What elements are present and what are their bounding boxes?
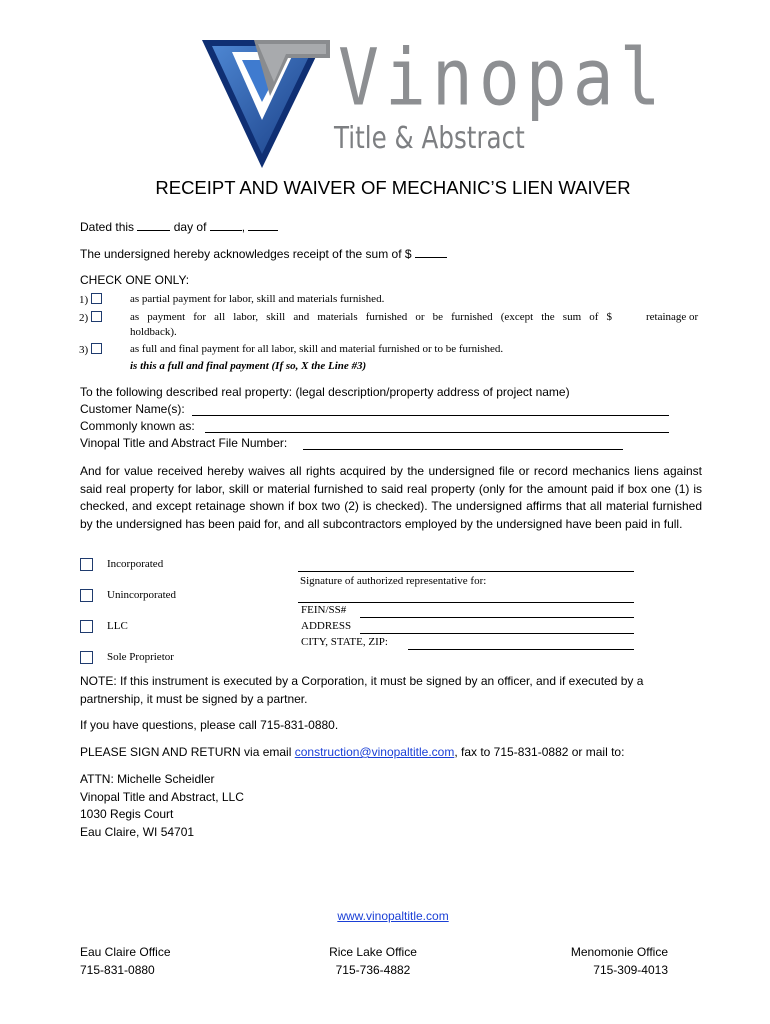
llc-label: LLC	[107, 620, 128, 632]
questions-line: If you have questions, please call 715-831-0880.	[80, 718, 339, 732]
office-eau-claire-phone: 715-831-0880	[80, 962, 155, 977]
office-rice-lake	[313, 944, 433, 979]
incorporated-checkbox[interactable]	[80, 558, 93, 571]
option-3	[79, 343, 102, 356]
return-prefix: PLEASE SIGN AND RETURN via email	[80, 745, 295, 759]
waiver-paragraph: And for value received hereby waives all rights acquired by the undersigned file or record mechanics liens against said real property for labor, skill or material furnished to said real property (only for the amount paid if box one (1) is checked, and except retainage shown if box two (2) is checked). The undersigned affirms that all material furnished by the undersigned has been paid for, and all subcontractors employed by the undersigned have been paid in full.	[80, 464, 702, 531]
commonly-known-line[interactable]	[205, 432, 669, 433]
option-2-number: 2)	[79, 312, 89, 324]
dated-prefix: Dated this	[80, 220, 135, 234]
office-menomonie-phone: 715-309-4013	[593, 962, 668, 977]
option-3-note: is this a full and final payment (If so, X the Line #3)	[130, 360, 367, 372]
office-menomonie	[548, 944, 668, 979]
entity-llc	[80, 619, 93, 637]
option-3-checkbox[interactable]	[91, 343, 102, 354]
entity-sole-proprietor	[80, 650, 93, 668]
website-footer	[0, 909, 770, 923]
sole-proprietor-label: Sole Proprietor	[107, 651, 174, 663]
note-paragraph: NOTE: If this instrument is executed by a Corporation, it must be signed by an officer, and if executed by a partnership, it must be signed by a partner.	[80, 674, 644, 706]
address-line-3: 1030 Regis Court	[80, 807, 174, 821]
return-suffix: , fax to 715-831-0882 or mail to:	[454, 745, 625, 759]
check-one-label: CHECK ONE ONLY:	[80, 273, 190, 287]
signature-line[interactable]	[298, 571, 634, 572]
option-1-text: as partial payment for labor, skill and materials furnished.	[130, 293, 385, 305]
fein-line[interactable]	[360, 617, 634, 618]
office-rice-lake-phone: 715-736-4882	[335, 962, 411, 977]
property-intro: To the following described real property: (legal description/property address of project name)	[80, 385, 570, 399]
office-menomonie-name: Menomonie Office	[570, 945, 668, 959]
option-1-checkbox[interactable]	[91, 293, 102, 304]
office-eau-claire	[80, 944, 171, 979]
sole-proprietor-checkbox[interactable]	[80, 651, 93, 664]
return-instructions	[80, 745, 624, 759]
comma: ,	[241, 220, 246, 234]
signature-divider	[298, 602, 634, 603]
option-2-text: as payment for all labor, skill and materials furnished or be furnished (except the sum of $	[130, 311, 612, 323]
address-line-2: Vinopal Title and Abstract, LLC	[80, 789, 244, 804]
option-1	[79, 293, 102, 306]
option-2-tail: retainage or	[646, 311, 699, 323]
city-line[interactable]	[408, 649, 634, 650]
sum-blank[interactable]	[415, 246, 447, 258]
option-3-number: 3)	[79, 344, 89, 356]
file-number-line[interactable]	[303, 449, 623, 450]
logo-name: Vinopal	[338, 33, 667, 124]
website-link[interactable]: www.vinopaltitle.com	[337, 909, 449, 923]
office-eau-claire-name: Eau Claire Office	[80, 945, 171, 959]
signature-label: Signature of authorized representative for:	[300, 575, 487, 587]
office-rice-lake-name: Rice Lake Office	[329, 945, 417, 959]
document-title: RECEIPT AND WAIVER OF MECHANIC’S LIEN WAIVER	[155, 177, 631, 198]
email-link[interactable]: construction@vinopaltitle.com	[294, 745, 455, 759]
option-2	[79, 311, 102, 324]
city-label: CITY, STATE, ZIP:	[301, 636, 388, 648]
logo-subtitle: Title & Abstract	[334, 121, 525, 156]
unincorporated-label: Unincorporated	[107, 589, 177, 601]
incorporated-label: Incorporated	[107, 558, 164, 570]
option-3-text: as full and final payment for all labor, skill and material furnished or to be furnished.	[130, 343, 504, 355]
entity-incorporated	[80, 557, 93, 575]
customer-name-label: Customer Name(s):	[80, 402, 185, 416]
entity-unincorporated	[80, 588, 93, 606]
acknowledge-line	[80, 246, 447, 261]
day-blank[interactable]	[137, 219, 170, 231]
mailing-address	[80, 771, 244, 841]
file-number-label: Vinopal Title and Abstract File Number:	[80, 436, 288, 450]
acknowledge-text: The undersigned hereby acknowledges receipt of the sum of $	[80, 247, 412, 261]
llc-checkbox[interactable]	[80, 620, 93, 633]
fein-label: FEIN/SS#	[301, 604, 347, 616]
year-blank[interactable]	[248, 219, 278, 231]
address-line-1: ATTN: Michelle Scheidler	[80, 772, 215, 786]
address-line[interactable]	[360, 633, 634, 634]
option-1-number: 1)	[79, 294, 89, 306]
month-blank[interactable]	[210, 219, 242, 231]
commonly-known-label: Commonly known as:	[80, 419, 195, 433]
dated-line	[80, 219, 278, 234]
option-2-continuation: holdback).	[130, 326, 177, 338]
day-of-label: day of	[173, 220, 207, 234]
address-line-4: Eau Claire, WI 54701	[80, 824, 195, 839]
option-2-checkbox[interactable]	[91, 311, 102, 322]
customer-name-line[interactable]	[192, 415, 669, 416]
unincorporated-checkbox[interactable]	[80, 589, 93, 602]
address-label: ADDRESS	[301, 620, 352, 632]
